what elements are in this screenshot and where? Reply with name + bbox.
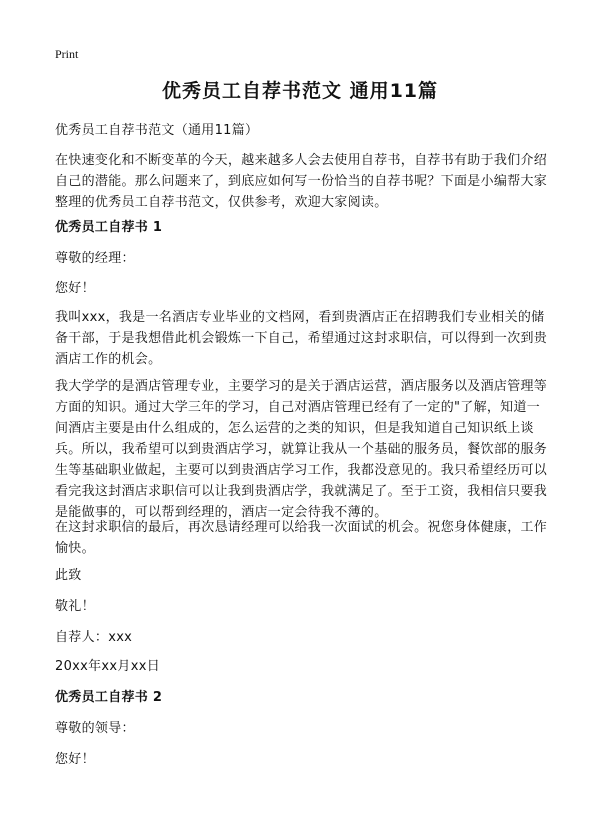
section2-heading: 优秀员工自荐书 2 — [55, 690, 163, 705]
section1-heading: 优秀员工自荐书 1 — [55, 220, 163, 235]
intro-paragraph: 在快速变化和不断变革的今天，越来越多人会去使用自荐书，自荐书有助于我们介绍自己的潜能。那么问题来了，到底应如何写一份恰当的自荐书呢？下面是小编帮大家整理的优秀员工自荐书范文，仅供参考，欢迎大家阅读。 — [55, 153, 548, 210]
section1-paragraph-3: 在这封求职信的最后，再次恳请经理可以给我一次面试的机会。祝您身体健康，工作愉快。 — [55, 520, 548, 556]
section2-salutation: 尊敬的领导： — [55, 721, 135, 736]
section1-greeting: 您好！ — [55, 281, 95, 296]
section1-salutation: 尊敬的经理： — [55, 251, 135, 266]
section2-greeting: 您好！ — [55, 752, 95, 767]
section1-paragraph-1: 我叫xxx，我是一名酒店专业毕业的文档网，看到贵酒店正在招聘我们专业相关的储备干部，于是我想借此机会锻炼一下自己，希望通过这封求职信，可以得到一次到贵酒店工作的机会。 — [55, 310, 548, 367]
document-title: 优秀员工自荐书范文 通用11篇 — [161, 80, 439, 102]
section1-closing-1: 此致 — [55, 568, 82, 583]
section1-closing-2: 敬礼！ — [55, 599, 95, 614]
section1-date: 20xx年xx月xx日 — [55, 659, 161, 674]
print-label: Print — [55, 47, 79, 61]
section1-signature: 自荐人：xxx — [55, 630, 133, 645]
section1-paragraph-2: 我大学学的是酒店管理专业，主要学习的是关于酒店运营，酒店服务以及酒店管理等方面的知识。通过大学三年的学习，自己对酒店管理已经有了一定的"了解，知道一间酒店主要是由什么组成的，怎么运营的之类的知识，但是我知道自己知识纸上谈兵。所以，我希望可以到贵酒店学习，就算让我从一个基础的服务员，餐饮部的服务生等基础职业做起，主要可以到贵酒店学习工作，我都没意见的。我只希望经历可以看完我这封酒店求职信可以让我到贵酒店学，我就满足了。至于工资，我相信只要我是能做事的，可以帮到经理的，酒店一定会待我不薄的。 — [55, 379, 548, 520]
document-subtitle: 优秀员工自荐书范文（通用11篇） — [55, 123, 259, 138]
